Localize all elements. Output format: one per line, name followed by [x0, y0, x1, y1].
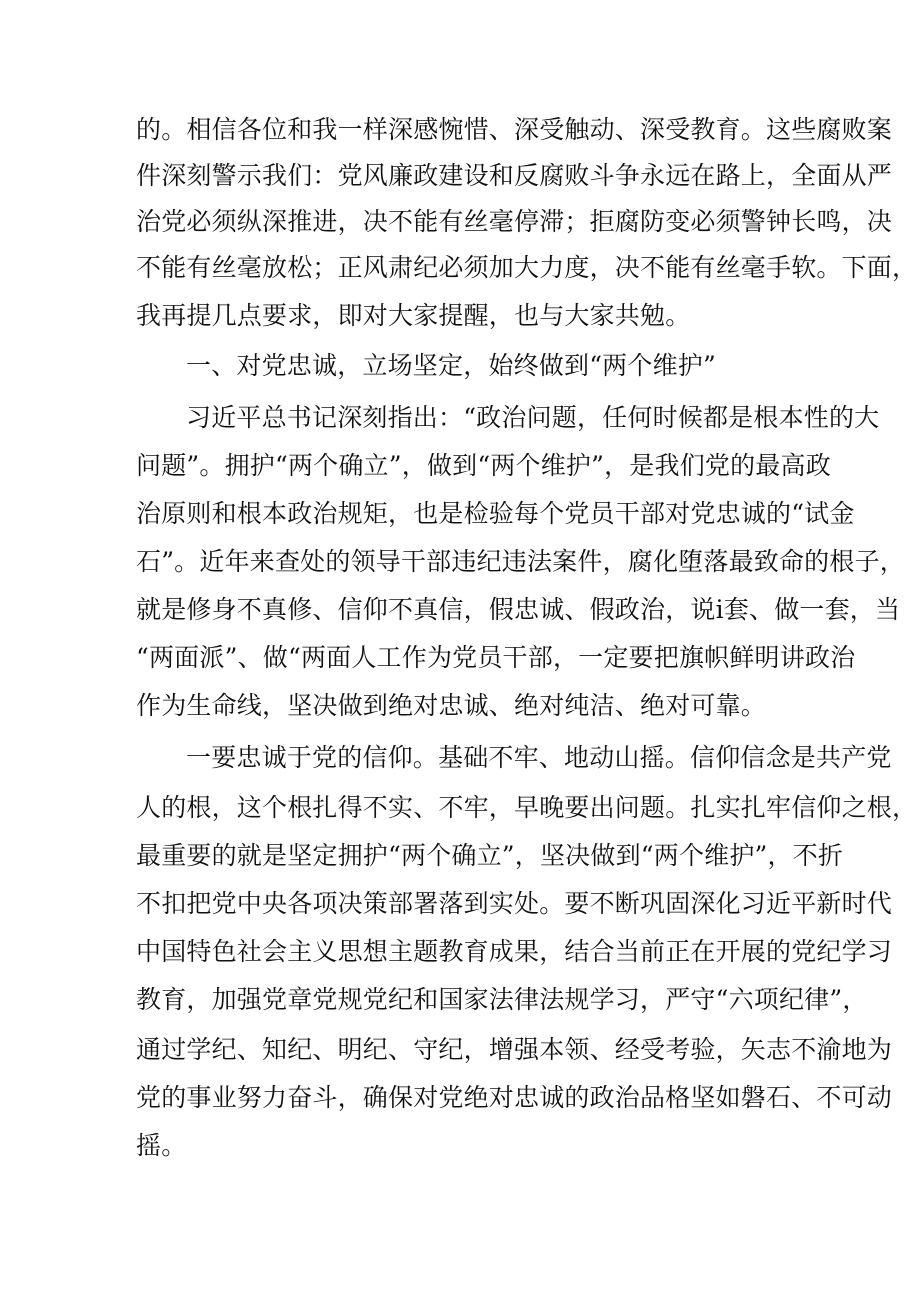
paragraph-line: 治党必须纵深推进，决不能有丝毫停滞；拒腐防变必须警钟长鸣，决 [136, 207, 893, 236]
paragraph-line: 不能有丝毫放松；正风肃纪必须加大力度，决不能有丝毫手软。下面， [136, 253, 918, 282]
paragraph-line: 我再提几点要求，即对大家提醒，也与大家共勉。 [136, 301, 691, 330]
paragraph-line: 中国特色社会主义思想主题教育成果，结合当前正在开展的党纪学习 [136, 937, 893, 966]
paragraph-line: 问题”。拥护“两个确立”，做到“两个维护”，是我们党的最高政 [136, 451, 831, 480]
paragraph-line: 习近平总书记深刻指出：“政治问题，任何时候都是根本性的大 [186, 403, 880, 432]
paragraph-line: 党的事业努力奋斗，确保对党绝对忠诚的政治品格坚如磐石、不可动 [136, 1083, 893, 1112]
paragraph-line: 一要忠诚于党的信仰。基础不牢、地动山摇。信仰信念是共产党 [186, 743, 892, 772]
paragraph-line: 石”。近年来查处的领导干部违纪违法案件，腐化堕落最致命的根子， [136, 547, 905, 576]
paragraph-line: 治原则和根本政治规矩，也是检验每个党员干部对党忠诚的“试金 [136, 499, 855, 528]
section-heading: 一、对党忠诚，立场坚定，始终做到“两个维护” [186, 351, 716, 380]
paragraph-line: 摇。 [136, 1131, 187, 1160]
paragraph-line: “两面派”、做“两面人工作为党员干部，一定要把旗帜鲜明讲政治 [136, 643, 856, 672]
paragraph-line: 不扣把党中央各项决策部署落到实处。要不断巩固深化习近平新时代 [136, 889, 893, 918]
paragraph-line: 最重要的就是坚定拥护“两个确立”，坚决做到“两个维护”，不折 [136, 841, 844, 870]
paragraph-line: 作为生命线，坚决做到绝对忠诚、绝对纯洁、绝对可靠。 [136, 691, 767, 720]
paragraph-line: 就是修身不真修、信仰不真信，假忠诚、假政治，说i套、做一套，当 [136, 595, 901, 624]
paragraph-line: 通过学纪、知纪、明纪、守纪，增强本领、经受考验，矢志不渝地为 [136, 1035, 893, 1064]
paragraph-line: 的。相信各位和我一样深感惋惜、深受触动、深受教育。这些腐败案 [136, 115, 893, 144]
paragraph-line: 人的根，这个根扎得不实、不牢，早晚要出问题。扎实扎牢信仰之根， [136, 793, 918, 822]
paragraph-line: 教育，加强党章党规党纪和国家法律法规学习，严守“六项纪律”， [136, 985, 868, 1014]
paragraph-line: 件深刻警示我们：党风廉政建设和反腐败斗争永远在路上，全面从严 [136, 161, 893, 190]
